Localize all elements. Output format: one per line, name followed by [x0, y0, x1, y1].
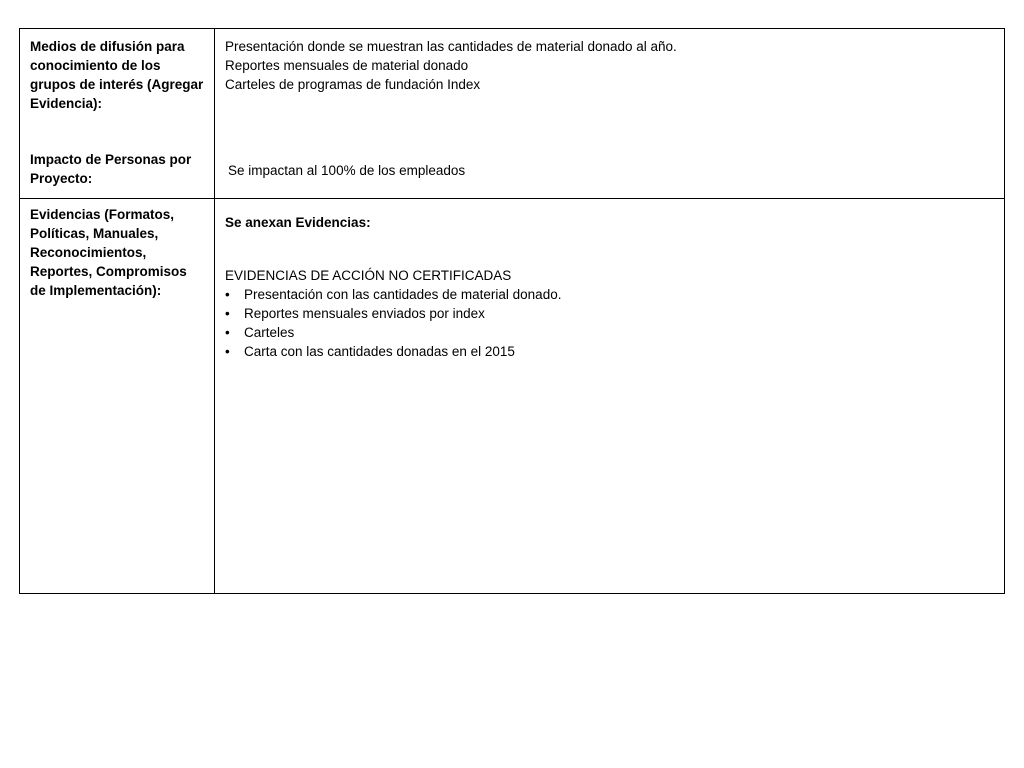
- cell-label-evidence: [20, 199, 215, 594]
- list-item-text: Carteles: [244, 325, 295, 340]
- label-people-impact: Impacto de Personas por Proyecto:: [30, 152, 192, 186]
- impact-text: Se impactan al 100% de los empleados: [228, 163, 466, 178]
- cell-content-dissemination: [215, 29, 1005, 199]
- cell-label-dissemination: [20, 29, 215, 199]
- dissemination-line: Reportes mensuales de material donado: [225, 58, 469, 73]
- table-row: [20, 199, 1005, 594]
- list-item: [225, 342, 994, 361]
- dissemination-line: Carteles de programas de fundación Index: [225, 77, 481, 92]
- list-item-text: Reportes mensuales enviados por index: [244, 306, 485, 321]
- list-item-text: Presentación con las cantidades de material donado.: [244, 287, 562, 302]
- list-item: [225, 304, 994, 323]
- bullet-icon: •: [225, 344, 230, 359]
- evidence-table: [19, 28, 1005, 594]
- list-item: [225, 323, 994, 342]
- evidence-list: [225, 285, 994, 361]
- label-evidence: Evidencias (Formatos, Políticas, Manuales, Reconocimientos, Reportes, Compromisos de Implementación):: [30, 207, 187, 298]
- list-item-text: Carta con las cantidades donadas en el 2015: [244, 344, 515, 359]
- bullet-icon: •: [225, 306, 230, 321]
- bullet-icon: •: [225, 287, 230, 302]
- bullet-icon: •: [225, 325, 230, 340]
- evidence-section-title: EVIDENCIAS DE ACCIÓN NO CERTIFICADAS: [225, 268, 512, 283]
- annex-heading: Se anexan Evidencias:: [225, 215, 371, 230]
- label-dissemination-media: Medios de difusión para conocimiento de los grupos de interés (Agregar Evidencia):: [30, 39, 204, 111]
- list-item: [225, 285, 994, 304]
- table-row: [20, 29, 1005, 199]
- cell-content-evidence: [215, 199, 1005, 594]
- dissemination-line: Presentación donde se muestran las cantidades de material donado al año.: [225, 39, 677, 54]
